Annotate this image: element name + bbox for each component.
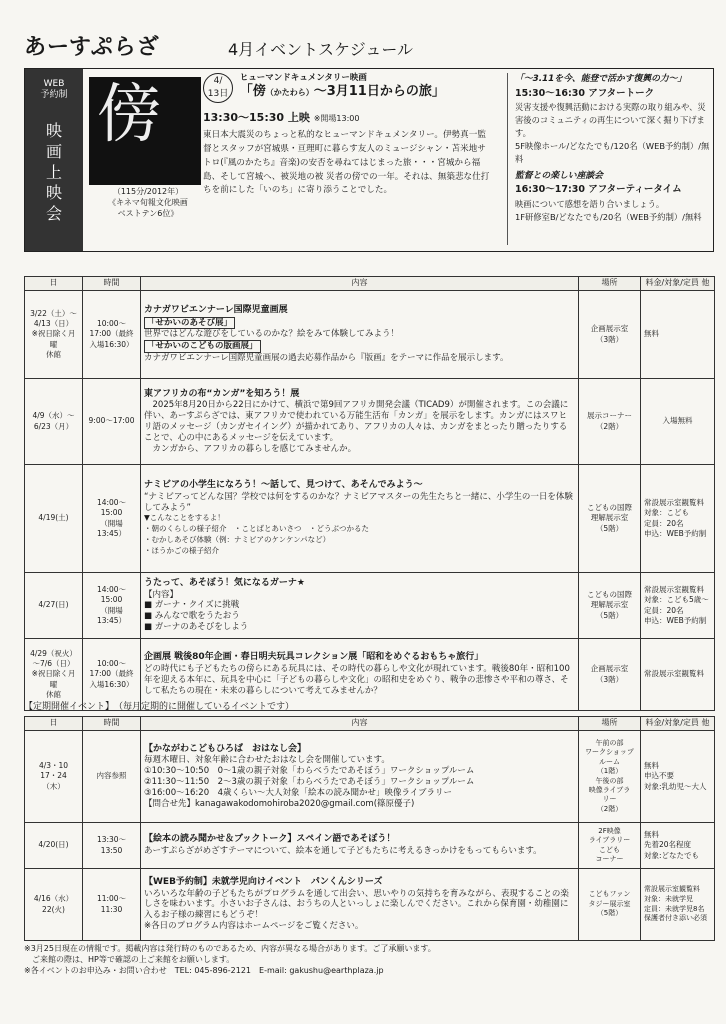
footer-note: ご来館の際は、HP等で確認の上ご来館をお願いします。 (24, 954, 235, 964)
col-time: 時間 (83, 277, 141, 291)
divider (507, 73, 508, 245)
date-month: 4/ (213, 76, 223, 86)
table-header-row (25, 717, 715, 731)
event-time: 内容参照 (83, 731, 141, 823)
after-talk-time: 15:30～16:30 アフタートーク (515, 87, 655, 99)
party-desc: 映画について感想を語り合いましょう。 (515, 198, 665, 209)
event-time: 10:00～ 17:00（最終 入場16:30） (83, 291, 141, 379)
event-text: 2025年8月20日から22日にかけて、横浜で第9回アフリカ開発会議（TICAD9）が開催されます。この会議に伴い、あーすぷらざでは、東アフリカで使われている万能生活布「カンガ」を展示をします。カンガにはスワヒリ語のメッセージ（カンガセイイング）が描かれてあり、アフリカの人々は、カンガをまとったり贈ったりすることで、心の中にあるメッセージを伝えています。 (144, 400, 569, 443)
event-content (141, 731, 579, 823)
col-time: 時間 (83, 717, 141, 731)
event-title: 【WEB予約制】未就学児向けイベント パンくんシリーズ (144, 876, 383, 887)
col-fee: 料金/対象/定員 他 (641, 717, 715, 731)
event-text: いろいろな年齢の子どもたちがプログラムを通して出会い、思いやりの気持ちを育みながら、表現することの楽しさを味わいます。小さいお子さんは、おうちの人といっしょに楽しんでください。これから保育園・幼稚園に入るお子様の練習にもどうぞ！ ※各日のプログラム内容はホームページをご覧ください。 (144, 888, 569, 932)
event-subtitle: 「せかいのこどもの版画展」 (144, 340, 261, 353)
event-place: 午前の部 ワークショップ ルーム （1階） 午後の部 映像ライブラ リー （2階） (579, 731, 641, 823)
table-row (25, 869, 715, 941)
event-fee: 常設展示室観覧料 対象：こども5歳～ 定員：20名 申込：WEB予約制 (641, 573, 715, 639)
table-row (25, 731, 715, 823)
event-fee: 常設展示室観覧料 対象：未就学児 定員：未就学児8名 保護者付き添い必須 (641, 869, 715, 941)
event-text: ▼こんなことをするよ！ ・朝のくらしの様子紹介 ・ことばとあいさつ ・どうぶつかるた ・むかしあそび体験（例：ナミビアのケンケンパなど） ・ほうかごの様子紹介 (144, 513, 369, 555)
event-date: 4/19(土) (25, 465, 83, 573)
regular-events-heading: 【定期開催イベント】 （毎月定期的に開催しているイベントです） (24, 702, 295, 712)
event-title: 東アフリカの布“カンガ”を知ろう！展 (144, 388, 300, 399)
regular-event-table (24, 716, 715, 941)
event-date: 4/20(日) (25, 823, 83, 869)
web-reservation-tag: WEB 予約制 (40, 79, 68, 101)
event-date: 4/27(日) (25, 573, 83, 639)
table-row (25, 379, 715, 465)
event-content (141, 379, 579, 465)
film-event-label: 映画上映会 (45, 121, 62, 224)
event-text: 【内容】 ■ ガーナ・クイズに挑戦 ■ みんなで歌をうたおう ■ ガーナのあそびをしよう (144, 589, 249, 633)
after-talk-title: 「～3.11を今、能登で活かす復興の力～」 (515, 74, 687, 84)
footer-contact: ※各イベントのお申込み・お問い合わせ TEL: 045-896-2121 E-mail: gakushu@earthplaza.jp (24, 965, 384, 975)
table-row (25, 639, 715, 711)
event-place: こどもの国際 理解展示室 （5階） (579, 465, 641, 573)
table-header-row (25, 277, 715, 291)
event-time: 14:00～ 15:00 （開場 13:45） (83, 465, 141, 573)
event-subtitle: 「せかいのあそび展」 (144, 317, 235, 330)
event-place: 企画展示室 （3階） (579, 291, 641, 379)
event-text: カンガから、アフリカの暮らしを感じてみませんか。 (144, 443, 357, 454)
event-title: カナガワビエンナーレ国際児童画展 (144, 304, 288, 315)
event-date: 4/3・10 17・24 （木） (25, 731, 83, 823)
party-title: 監督との楽しい座談会 (515, 170, 603, 181)
col-fee: 料金/対象/定員 他 (641, 277, 715, 291)
event-text: “ナミビアってどんな国？学校では何をするのかな？ナミビアマスターの先生たちと一緒に、小学生の一日を体験してみよう” (144, 491, 573, 513)
film-title (240, 84, 445, 101)
table-row (25, 291, 715, 379)
table-row (25, 465, 715, 573)
film-title-block (240, 73, 445, 101)
page-title: 4月イベントスケジュール (228, 40, 414, 59)
after-talk-desc: 災害支援や復興活動における実際の取り組みや、災害後のコミュニティの再生について深く掘り下げます。 (515, 102, 706, 139)
film-title-reading: （かたわら） (265, 88, 314, 98)
event-time: 9:00～17:00 (83, 379, 141, 465)
poster-title-char: 傍 (97, 78, 161, 152)
event-date: 4/29（祝火） ～7/6（日） ※祝日除く月曜 休館 (25, 639, 83, 711)
event-fee: 無料 (641, 291, 715, 379)
film-time (203, 111, 493, 125)
footer-note: ※3月25日現在の情報です。掲載内容は発行時のものであるため、内容が異なる場合があります。ご了承願います。 (24, 944, 436, 953)
col-date: 日 (25, 717, 83, 731)
col-date: 日 (25, 277, 83, 291)
event-fee: 入場無料 (641, 379, 715, 465)
event-place: 企画展示室 （3階） (579, 639, 641, 711)
event-time: 14:00～ 15:00 （開場 13:45） (83, 573, 141, 639)
logo: あーすぷらざ (24, 35, 160, 60)
poster-caption: （115分/2012年） 《キネマ旬報文化映画 ベストテン6位》 (108, 187, 188, 218)
event-content (141, 869, 579, 941)
event-place: こどもの国際 理解展示室 （5階） (579, 573, 641, 639)
film-time-value: 13:30～15:30 上映 (203, 111, 310, 124)
date-day: 13日 (207, 89, 229, 99)
col-place: 場所 (579, 277, 641, 291)
event-fee: 無料 申込不要 対象:乳幼児～大人 (641, 731, 715, 823)
event-text: カナガワビエンナーレ国際児童画展の過去応募作品から『版画』をテーマに作品を展示します。 (144, 353, 509, 364)
film-poster (89, 77, 201, 185)
event-content (141, 823, 579, 869)
event-time: 10:00～ 17:00（最終 入場16:30） (83, 639, 141, 711)
film-panel (24, 68, 714, 252)
after-talk-place: 5F映像ホール/どなたでも/120名（WEB予約制）/無料 (515, 140, 710, 164)
party-time: 16:30～17:30 アフターティータイム (515, 184, 682, 196)
table-row (25, 573, 715, 639)
event-fee: 無料 先着20名程度 対象:どなたでも (641, 823, 715, 869)
event-content (141, 291, 579, 379)
film-side-banner (25, 69, 83, 251)
event-text: 毎週木曜日、対象年齢に合わせたおはなし会を開催しています。 ①10:30～10:50 0～1歳の親子対象「わらべうたであそぼう」ワークショップルーム ②11:30～11:50 2～3歳の親子対象「わらべうたであそぼう」ワークショップルーム ③16:00～16:20 4歳くらい～大人対象「絵本の読み聞かせ」映像ライブラリー (144, 755, 475, 798)
event-title: 企画展 戦後80年企画・春日明夫玩具コレクション展「昭和をめぐるおもちゃ旅行」 (144, 652, 484, 663)
event-time: 13:30～ 13:50 (83, 823, 141, 869)
event-date: 3/22（土）～ 4/13（日） ※祝日除く月曜 休館 (25, 291, 83, 379)
event-place: 展示コーナー （2階） (579, 379, 641, 465)
film-genre: ヒューマンドキュメンタリー映画 (239, 73, 367, 83)
film-side-events (515, 73, 710, 224)
event-fee: 常設展示室観覧料 対象：こども 定員：20名 申込：WEB予約制 (641, 465, 715, 573)
film-description: 東日本大震災のちょっと私的なヒューマンドキュメンタリー。伊勢真一監督とスタッフが宮城県・亘理町に暮らす友人のミュージシャン・苫米地サトロ(『風のかたち』音楽)の安否を尋ねてはじまった旅・・・宮城から福島、そして宮城へ、被災地の被 災者の傍での一年。それは、無築悲な仕打ちを前にした「いのち」に寄り添うことでした。 (203, 130, 490, 196)
event-place: こどもファン タジー展示室 （5階） (579, 869, 641, 941)
film-title-main: 「傍 (239, 84, 266, 100)
film-details (203, 73, 493, 198)
footer-notes (24, 944, 436, 976)
event-content (141, 573, 579, 639)
event-table (24, 276, 715, 711)
event-text: どの時代にも子どもたちの傍らにある玩具には、その時代の暮らしや文化が現れています。戦後80年・昭和100年を迎える本年に、玩具を中心に「子どもの暮らしや文化」の昭和史をめぐり、戦争の悲惨さや平和の尊さ、そして私たちの現在・未来の暮らしについて考えてみませんか？ (144, 663, 570, 696)
event-title: うたって、あそぼう！気になるガーナ★ (144, 577, 305, 588)
event-place: 2F映像 ライブラリー こども コーナー (579, 823, 641, 869)
party-place: 1F研修室B/どなたでも/20名（WEB予約制）/無料 (515, 211, 702, 222)
date-badge (203, 73, 233, 103)
col-place: 場所 (579, 717, 641, 731)
event-text: 世界ではどんな遊びをしているのかな？絵をみて体験してみよう！ (144, 329, 400, 340)
event-title: 【絵本の読み聞かせ＆ブックトーク】スペイン語であそぼう！ (144, 834, 396, 845)
event-title: 【かながわこどもひろば おはなし会】 (144, 743, 307, 754)
event-content (141, 639, 579, 711)
film-doors: ※開場13:00 (313, 114, 360, 123)
event-fee: 常設展示室観覧料 (641, 639, 715, 711)
event-title: ナミビアの小学生になろう！～話して、見つけて、あそんでみよう～ (144, 480, 423, 491)
col-content: 内容 (141, 277, 579, 291)
event-time: 11:00～ 11:30 (83, 869, 141, 941)
event-contact: 【問合せ先】kanagawakodomohiroba2020@gmail.com(篠原優子) (144, 798, 415, 809)
event-text: あーすぷらざがめざすテーマについて、絵本を通して子どもたちに考えるきっかけをもってもらいます。 (144, 845, 542, 856)
film-title-rest: ～3月11日からの旅」 (313, 84, 445, 100)
event-date: 4/9（水）～ 6/23（月） (25, 379, 83, 465)
table-row (25, 823, 715, 869)
event-date: 4/16（水） 22(火) (25, 869, 83, 941)
event-content (141, 465, 579, 573)
col-content: 内容 (141, 717, 579, 731)
